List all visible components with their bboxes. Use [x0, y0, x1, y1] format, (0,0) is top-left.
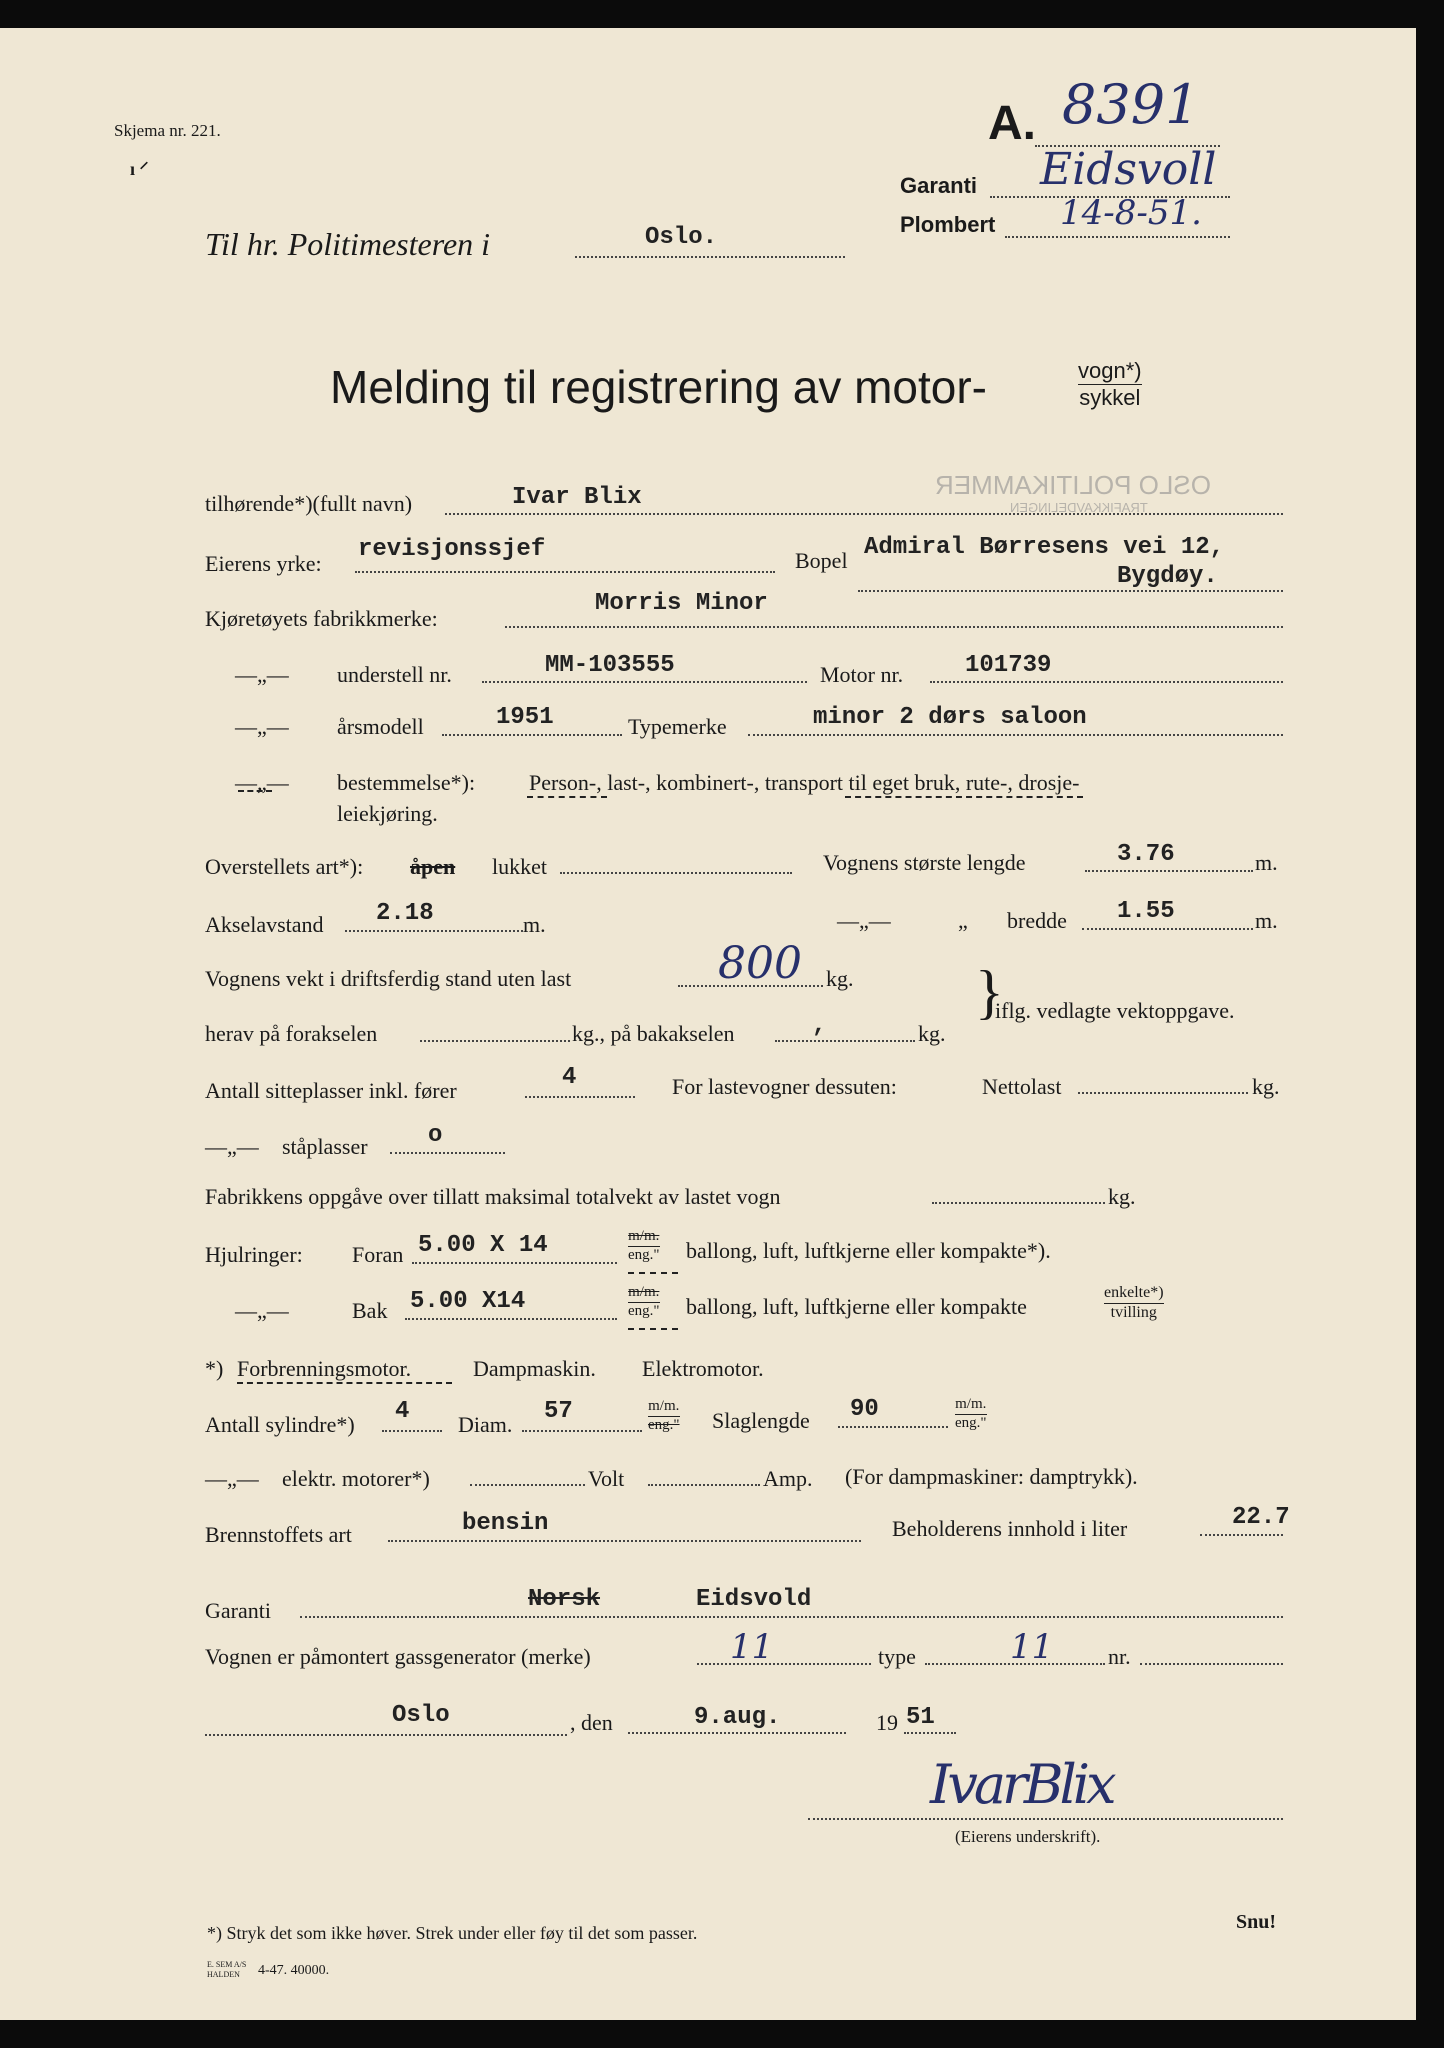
diam-label: Diam.: [458, 1412, 513, 1437]
seats: 4: [562, 1064, 577, 1091]
gas-nr-line: [1140, 1663, 1283, 1665]
type: minor 2 dørs saloon: [813, 704, 1087, 731]
amp-label: Amp.: [763, 1466, 813, 1491]
seats-label: Antall sitteplasser inkl. fører: [205, 1078, 457, 1103]
address-line-2: Bygdøy.: [1117, 563, 1218, 590]
electric-line: [470, 1484, 585, 1486]
tyres-front-eng-underline: [628, 1272, 678, 1274]
tyres-front-unit-top: m/m.: [628, 1228, 660, 1247]
tyres-rear-unit-bottom: eng.": [628, 1303, 660, 1320]
net-load-line: [1078, 1092, 1248, 1094]
rear-axle-label: kg., på bakakselen: [572, 1021, 735, 1046]
diam: 57: [544, 1398, 573, 1425]
net-load-unit: kg.: [1252, 1074, 1280, 1099]
tank-label: Beholderens innhold i liter: [892, 1516, 1128, 1541]
stroke-unit: [955, 1396, 987, 1433]
axle-line: [345, 930, 523, 932]
tyres-twin: tvilling: [1110, 1304, 1157, 1322]
tyres-rear: 5.00 X14: [410, 1288, 526, 1315]
front-axle-label: herav på forakselen: [205, 1021, 378, 1046]
tyres-front-label: Foran: [352, 1242, 404, 1267]
standing-line: [390, 1152, 505, 1154]
signature-line: [808, 1818, 1283, 1820]
body-line: [560, 872, 792, 874]
underline-ditto: [238, 790, 272, 792]
make: Morris Minor: [595, 590, 768, 617]
plombert-label: Plombert: [900, 212, 996, 237]
engine-note-star: *): [205, 1356, 224, 1381]
form-number: Skjema nr. 221.: [114, 121, 221, 140]
diam-unit: [648, 1398, 680, 1435]
tyres-front-unit-bottom: eng.": [628, 1247, 660, 1264]
purpose-label: bestemmelse*):: [337, 770, 476, 795]
max-weight-line: [932, 1202, 1105, 1204]
chassis-label: understell nr.: [337, 662, 452, 687]
electric-label: elektr. motorer*): [282, 1466, 430, 1491]
max-weight-unit: kg.: [1108, 1184, 1136, 1209]
date-year-prefix: 19: [876, 1710, 898, 1735]
year: 1951: [496, 704, 554, 731]
gas-nr-label: nr.: [1108, 1644, 1131, 1669]
purpose-options-2: leiekjøring.: [337, 801, 438, 826]
standing-label: ståplasser: [282, 1134, 368, 1159]
steam-label: (For dampmaskiner: damptrykk).: [845, 1464, 1138, 1489]
gas-make-line: [697, 1663, 871, 1665]
diam-unit-bottom: eng.": [648, 1417, 680, 1434]
fuel: bensin: [462, 1510, 549, 1537]
seats-line: [525, 1096, 635, 1098]
body-label: Overstellets art*):: [205, 854, 364, 879]
standing-ditto: —„—: [205, 1134, 259, 1159]
date-line: [628, 1732, 846, 1734]
width-line: [1082, 928, 1253, 930]
place: Oslo: [392, 1702, 450, 1729]
fuel-label: Brennstoffets art: [205, 1522, 352, 1547]
diam-unit-top: m/m.: [648, 1398, 680, 1417]
title-fraction-top: vogn*): [1078, 358, 1142, 385]
gas-type: 11: [1010, 1627, 1054, 1667]
width: 1.55: [1117, 898, 1175, 925]
printer: E. SEM A/S HALDEN: [207, 1960, 247, 1979]
year-ditto: —„—: [235, 714, 289, 739]
width-quote: „: [958, 908, 968, 933]
tyres-rear-unit: [628, 1284, 660, 1321]
tank-line: [1200, 1534, 1283, 1536]
length-line: [1085, 870, 1253, 872]
length: 3.76: [1117, 841, 1175, 868]
plombert-line: [1005, 236, 1230, 238]
turn-note: Snu!: [1236, 1911, 1277, 1933]
weight: 800: [718, 938, 802, 989]
addressee-label: Til hr. Politimesteren i: [205, 226, 491, 262]
bleed-stamp-sub: TRAFIKKAVDELINGEN: [1010, 500, 1148, 515]
type-label: Typemerke: [628, 714, 727, 739]
length-unit: m.: [1255, 850, 1278, 875]
print-info: 4-47. 40000.: [258, 1963, 330, 1978]
diam-line: [522, 1430, 642, 1432]
stroke-unit-bottom: eng.": [955, 1415, 987, 1432]
address-line: [858, 590, 1283, 592]
weight-unit: kg.: [826, 966, 854, 991]
address-label: Bopel: [795, 548, 848, 573]
gas-make: 11: [730, 1627, 774, 1667]
date-year-suffix: 51: [906, 1704, 935, 1731]
net-load-label: Nettolast: [982, 1074, 1062, 1099]
year-line: [442, 734, 622, 736]
address-line-1: Admiral Børresens vei 12,: [864, 534, 1225, 561]
weight-label: Vognens vekt i driftsferdig stand uten last: [205, 966, 572, 991]
gas-label: Vognen er påmontert gassgenerator (merke): [205, 1644, 591, 1669]
corner-mark: ı ⸍: [130, 159, 149, 179]
addressee-line: [575, 256, 845, 258]
year-label: årsmodell: [337, 714, 424, 739]
max-weight-label: Fabrikkens oppgåve over tillatt maksimal totalvekt av lastet vogn: [205, 1184, 781, 1209]
make-line: [505, 626, 1283, 628]
owner-name-label: tilhørende*)(fullt navn): [205, 491, 413, 516]
rear-axle: ,: [812, 1012, 827, 1039]
chassis-line: [482, 681, 807, 683]
underline-transport: [845, 796, 1083, 798]
purpose-options: Person-, last-, kombinert-, transport til eget bruk, rute-, drosje-: [529, 770, 1080, 795]
tyres-options: ballong, luft, luftkjerne eller kompakte*).: [686, 1238, 1051, 1263]
signature-label: (Eierens underskrift).: [955, 1827, 1101, 1846]
garanti-value: Eidsvoll: [1040, 144, 1217, 195]
engine-type-electric: Elektromotor.: [642, 1356, 764, 1381]
occupation-line: [355, 571, 775, 573]
guarantee-label: Garanti: [205, 1598, 271, 1623]
motor-label: Motor nr.: [820, 662, 904, 687]
stroke: 90: [850, 1396, 879, 1423]
rear-axle-line: [775, 1040, 915, 1042]
combustion-underline: [237, 1382, 452, 1384]
bleed-stamp: OSLO POLITIKAMMER: [935, 470, 1211, 500]
cylinders-line: [382, 1430, 442, 1432]
stroke-unit-top: m/m.: [955, 1396, 987, 1415]
reg-number: 8391: [1062, 73, 1200, 136]
tyres-rear-eng-underline: [628, 1328, 678, 1330]
guarantee-line: [300, 1616, 1283, 1618]
tyres-rear-line: [405, 1318, 617, 1320]
form-title: Melding til registrering av motor-: [330, 361, 988, 413]
date-label: , den: [570, 1710, 613, 1735]
tyres-options-rear: ballong, luft, luftkjerne eller kompakte: [686, 1294, 1027, 1319]
width-ditto: —„—: [837, 908, 891, 933]
body-struck: åpen: [410, 854, 456, 879]
engine-type-combustion: Forbrenningsmotor.: [237, 1356, 412, 1381]
guarantee-value: Eidsvold: [696, 1586, 812, 1613]
front-axle-line: [420, 1040, 570, 1042]
reg-prefix: A.: [988, 97, 1036, 150]
owner-name: Ivar Blix: [512, 484, 642, 511]
tyres-rear-ditto: —„—: [235, 1298, 289, 1323]
motor-line: [930, 681, 1283, 683]
place-line: [205, 1734, 567, 1736]
tyres-single: enkelte*): [1104, 1284, 1164, 1304]
cylinders: 4: [395, 1398, 410, 1425]
stroke-label: Slaglengde: [712, 1408, 810, 1433]
tyres-front-unit: [628, 1228, 660, 1265]
guarantee-struck: Norsk: [528, 1586, 601, 1613]
garanti-label: Garanti: [900, 173, 978, 198]
owner-signature: IvarBlix: [930, 1753, 1113, 1816]
underline-person: [527, 796, 607, 798]
make-label: Kjøretøyets fabrikkmerke:: [205, 606, 438, 631]
gas-type-label: type: [878, 1644, 916, 1669]
tyres-front: 5.00 X 14: [418, 1232, 548, 1259]
date: 9.aug.: [694, 1704, 781, 1731]
truck-label: For lastevogner dessuten:: [672, 1074, 897, 1099]
year-line: [904, 1732, 956, 1734]
title-fraction-bottom: sykkel: [1079, 385, 1141, 411]
rear-axle-unit: kg.: [918, 1021, 946, 1046]
weight-brace: }: [975, 959, 1004, 1025]
body-value: lukket: [492, 854, 547, 879]
axle: 2.18: [376, 900, 434, 927]
plombert-value: 14-8-51.: [1060, 193, 1202, 233]
axle-label: Akselavstand: [205, 912, 324, 937]
volt-label: Volt: [588, 1466, 625, 1491]
addressee-city: Oslo.: [645, 224, 718, 251]
width-unit: m.: [1255, 908, 1278, 933]
purpose-ditto: —„—: [235, 770, 289, 795]
length-label: Vognens største lengde: [823, 850, 1026, 875]
tyres-single-twin: [1104, 1284, 1164, 1323]
tyres-label: Hjulringer:: [205, 1242, 303, 1267]
type-line: [748, 734, 1283, 736]
tyres-rear-label: Bak: [352, 1298, 388, 1323]
fuel-line: [388, 1540, 861, 1542]
cylinders-label: Antall sylindre*): [205, 1412, 355, 1437]
chassis: MM-103555: [545, 652, 675, 679]
occupation: revisjonssjef: [358, 536, 546, 563]
standing: o: [428, 1122, 443, 1149]
volt-line: [648, 1484, 760, 1486]
electric-ditto: —„—: [205, 1466, 259, 1491]
owner-name-line: [445, 513, 1283, 515]
footer-note: *) Stryk det som ikke høver. Strek under eller føy til det som passer.: [207, 1923, 698, 1943]
chassis-ditto: —„—: [235, 662, 289, 687]
occupation-label: Eierens yrke:: [205, 551, 322, 576]
engine-type-steam: Dampmaskin.: [473, 1356, 596, 1381]
stroke-line: [838, 1426, 948, 1428]
tank: 22.7: [1232, 1504, 1290, 1531]
width-label: bredde: [1007, 908, 1067, 933]
title-fraction: [1078, 358, 1142, 411]
tyres-front-line: [412, 1262, 617, 1264]
weight-note: iflg. vedlagte vektoppgave.: [995, 998, 1235, 1023]
motor-number: 101739: [965, 652, 1052, 679]
tyres-rear-unit-top: m/m.: [628, 1284, 660, 1303]
axle-unit: m.: [523, 912, 546, 937]
